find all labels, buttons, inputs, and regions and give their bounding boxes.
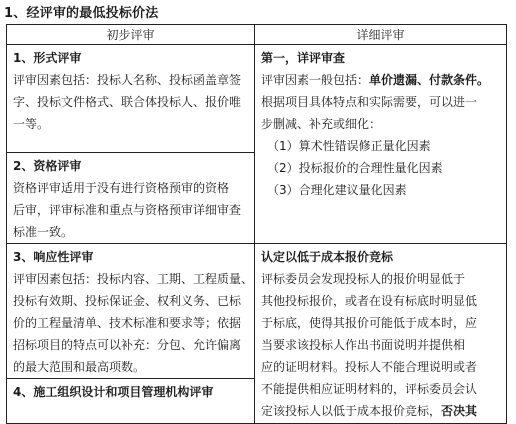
below-cost-line [261, 400, 500, 422]
qualification-review-title: 2、资格评审 [13, 159, 82, 173]
responsiveness-review-line: 招标项目的特点可以补充：分包、允许偏离 [13, 338, 242, 352]
below-cost-line: 当要求该投标人作出书面说明并提供相 [261, 338, 466, 352]
detailed-review-cell [255, 45, 507, 244]
below-cost-review-cell [255, 244, 507, 424]
below-cost-line: 评标委员会发现投标人的报价明显低于 [261, 272, 466, 286]
column-header-detailed: 详细评审 [255, 25, 507, 45]
quantified-factor-item: （2）投标报价的合理性量化因素 [267, 161, 443, 175]
qualification-review-line: 标准一致。 [13, 225, 74, 239]
below-cost-line: 应的证明材料。投标人不能合理说明或者 [261, 360, 478, 374]
detailed-review-title: 第一，详评审查 [261, 51, 346, 65]
quantified-factor-item: （3）合理化建议量化因素 [267, 183, 407, 197]
responsiveness-review-line: 的最大范围和最高项数。 [13, 360, 146, 374]
detailed-review-line [261, 69, 500, 91]
qualification-review-cell [7, 153, 255, 244]
formal-review-title: 1、形式评审 [13, 51, 82, 65]
quantified-factor-item: （1）算术性错误修正量化因素 [267, 139, 431, 153]
formal-review-line: 字、投标文件格式、联合体投标人、报价唯 [13, 95, 242, 109]
below-cost-title: 认定以低于成本报价竞标 [261, 250, 394, 264]
criteria-emphasis: 单价遗漏、付款条件。 [369, 73, 490, 87]
responsiveness-review-line: 价的工程量清单、技术标准和要求等；依据 [13, 316, 242, 330]
below-cost-line: 不能提供相应证明材料的，评标委员会认 [261, 382, 478, 396]
qualification-review-line: 资格评审适用于没有进行资格预审的资格 [13, 181, 230, 195]
construction-review-cell [7, 379, 255, 424]
detailed-review-line: 根据项目具体特点和实际需要，可以进一 [261, 95, 478, 109]
below-cost-line: 其他投标报价，或者在设有标底时明显低 [261, 294, 478, 308]
table-row [7, 244, 507, 379]
formal-review-line: 评审因素包括：投标人名称、投标函盖章签 [13, 73, 242, 87]
qualification-review-line: 后审，评审标准和重点与资格预审详细审查 [13, 203, 242, 217]
below-cost-last-prefix: 定该投标人以低于成本报价竞标， [261, 404, 442, 418]
table-row [7, 45, 507, 153]
construction-review-title: 4、施工组织设计和项目管理机构评审 [13, 385, 214, 399]
responsiveness-review-line: 评审因素包括：投标内容、工期、工程质量、 [13, 272, 254, 286]
evaluation-table [6, 24, 507, 424]
formal-review-line: 一等。 [13, 117, 50, 131]
table-header-row [7, 25, 507, 45]
formal-review-cell [7, 45, 255, 153]
section-heading: 1、经评审的最低投标价法 [4, 6, 159, 21]
criteria-prefix: 评审因素一般包括： [261, 73, 370, 87]
below-cost-line: 于标底，使得其报价可能低于成本时，应 [261, 316, 478, 330]
below-cost-last-emphasis: 否决其 [441, 404, 478, 418]
column-header-preliminary: 初步评审 [7, 25, 255, 45]
responsiveness-review-title: 3、响应性评审 [13, 250, 94, 264]
responsiveness-review-line: 投标有效期、投标保证金、权利义务、已标 [13, 294, 242, 308]
responsiveness-review-cell [7, 244, 255, 379]
detailed-review-line: 步删减、补充或细化： [261, 117, 382, 131]
